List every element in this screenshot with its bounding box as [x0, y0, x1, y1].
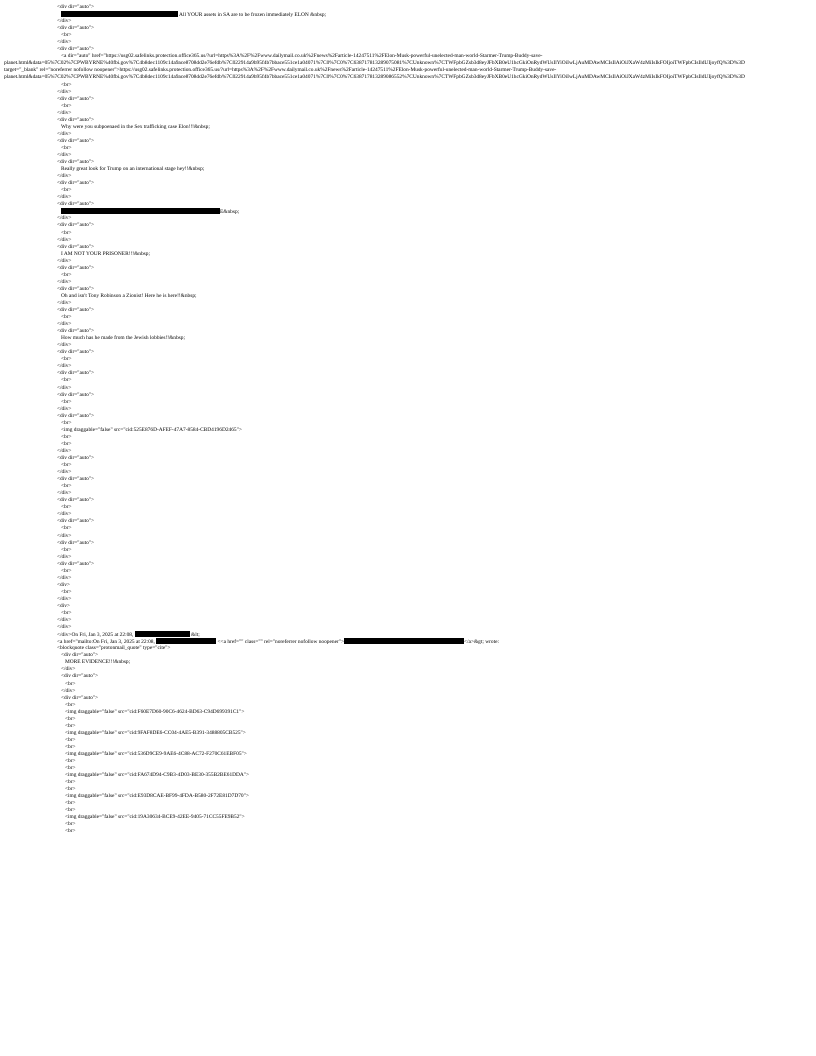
source-text: </div> [57, 469, 72, 476]
source-line [0, 335, 816, 342]
source-line [0, 166, 816, 173]
source-text: </div> [57, 278, 72, 285]
source-line [0, 716, 816, 723]
redaction-bar [135, 631, 190, 637]
source-line [0, 533, 816, 540]
source-text: <br> [65, 715, 76, 722]
source-line [0, 96, 816, 103]
source-line [0, 293, 816, 300]
source-line [0, 152, 816, 159]
source-text: <br> [65, 758, 76, 765]
source-line [0, 786, 816, 793]
source-text: E&nbsp; [220, 209, 240, 216]
source-text: </div> [61, 687, 76, 694]
source-line [0, 476, 816, 483]
source-line [0, 32, 816, 39]
source-text: <div dir="auto"> [57, 391, 95, 398]
source-text: &lt; [189, 632, 200, 639]
source-line [0, 730, 816, 737]
source-line [0, 723, 816, 730]
source-text: <br> [65, 701, 76, 708]
source-text: </div> [57, 151, 72, 158]
source-text: <br> [61, 567, 72, 574]
source-line [0, 490, 816, 497]
source-text: <div dir="auto"> [57, 539, 95, 546]
source-text: <br> [61, 144, 72, 151]
source-line [0, 547, 816, 554]
source-line [0, 455, 816, 462]
source-text: <div dir="auto"> [57, 137, 95, 144]
source-text: Oh and isn't Tony Robinson a Zionist! Here he is here!!&nbsp; [61, 292, 197, 299]
source-line [0, 624, 816, 631]
source-text: </div> [57, 532, 72, 539]
source-text: <blockquote class="protonmail_quote" type="cite"> [57, 645, 171, 652]
source-text: <div dir="auto"> [57, 4, 95, 10]
source-line [0, 828, 816, 835]
source-line [0, 469, 816, 476]
source-text: </div> [57, 109, 72, 116]
source-text: <br> [61, 433, 72, 440]
source-line [0, 772, 816, 779]
source-line [0, 666, 816, 673]
source-line [0, 702, 816, 709]
source-line [0, 603, 816, 610]
source-text: <br> [65, 779, 76, 786]
source-text: </div> [57, 236, 72, 243]
source-text: I AM NOT YOUR PRISONER!!!&nbsp; [61, 250, 150, 257]
source-text: <br> [61, 525, 72, 532]
source-line [0, 793, 816, 800]
source-text: <br> [61, 419, 72, 426]
source-text: </div> [57, 321, 72, 328]
source-line [0, 448, 816, 455]
source-text: </div> [57, 511, 72, 518]
source-text: </div> [57, 342, 72, 349]
source-text: <div dir="auto"> [57, 95, 95, 102]
source-text: </div> [57, 384, 72, 391]
source-text: <br> [61, 271, 72, 278]
source-line [0, 540, 816, 547]
source-text: <div dir="auto"> [57, 116, 95, 123]
source-line [0, 504, 816, 511]
source-text: <div dir="auto"> [57, 497, 95, 504]
source-line [0, 328, 816, 335]
source-line [0, 74, 816, 81]
source-text: <div dir="auto"> [57, 222, 95, 229]
source-text: </div> [57, 624, 72, 631]
redaction-bar [61, 208, 220, 214]
source-text: </div> [57, 405, 72, 412]
source-line [0, 138, 816, 145]
source-line [0, 814, 816, 821]
source-text: target="_blank" rel="noreferrer nofollow noopener">https://usg02.safelinks.protection.office365.us/?url=https%3A%2F%2Fwww.dailymail.co.uk%2Fnews%2Farticle-14247511%2FElon-Musk-powerful-unelected-man-world-Starmer-Trump-Buddy-save- [4, 67, 557, 74]
source-line [0, 265, 816, 272]
source-line [0, 392, 816, 399]
source-line [0, 561, 816, 568]
source-line [0, 201, 816, 208]
source-text: <div dir="auto"> [57, 455, 95, 461]
source-text: <div dir="auto"> [57, 370, 95, 377]
source-text: </div> [57, 617, 72, 624]
source-text: </div> [57, 173, 72, 180]
redaction-bar [61, 11, 178, 17]
redaction-bar [156, 638, 216, 644]
source-line [0, 173, 816, 180]
source-line [0, 67, 816, 74]
source-text: </div> [57, 88, 72, 95]
source-text: planet.html&data=05%7C02%7CPWBYRNE%40fbi.gov%7C4b8dec1109c14a9ace8708dd2e76efdb%7C022914a9b95f4b7bbace551ce1a04071%7C0%7C0%7C638717813289086552%7CUnknown%7CTWFpbGZsb3d8eyJFbXB0eU1hcGkiOnRydWUsIlYiOiIwLjAuMDAwMCIsIlAiOiJXaW4zMiIsIkFOIjoiTWFpbCIsIldUIjoyfQ%3D%3D [4, 74, 745, 81]
source-line [0, 645, 816, 652]
source-line [0, 11, 816, 18]
source-text: <br> [65, 821, 76, 828]
source-text: <br> [65, 786, 76, 793]
source-line [0, 258, 816, 265]
source-text: <img draggable="false" src="cid:536D9CE9-9AE6-4C88-AC72-F270C61EBF05"> [65, 750, 247, 757]
source-line [0, 222, 816, 229]
source-line [0, 272, 816, 279]
source-line [0, 681, 816, 688]
source-text: <br> [61, 32, 72, 39]
source-line [0, 441, 816, 448]
source-text: </div> [57, 447, 72, 454]
source-line [0, 821, 816, 828]
source-text: Really great look for Trump on an international stage hey!!&nbsp; [61, 166, 205, 173]
source-line [0, 314, 816, 321]
source-line [0, 25, 816, 32]
source-line [0, 363, 816, 370]
source-text: </div> [57, 194, 72, 201]
source-line [0, 589, 816, 596]
source-line [0, 483, 816, 490]
source-line [0, 230, 816, 237]
source-text: <div dir="auto"> [57, 518, 95, 525]
source-text: </div> [57, 215, 72, 222]
source-text: <br> [65, 828, 76, 835]
source-line [0, 554, 816, 561]
source-line [0, 131, 816, 138]
source-line [0, 737, 816, 744]
source-text: <br> [61, 102, 72, 109]
source-line [0, 349, 816, 356]
source-text: <br> [65, 765, 76, 772]
source-line [0, 117, 816, 124]
source-line [0, 399, 816, 406]
source-text: <br> [61, 504, 72, 511]
source-text: <br> [65, 736, 76, 743]
source-text: <br> [61, 187, 72, 194]
source-text: <br> [61, 462, 72, 469]
source-text: <a href="mailto:On Fri, Jan 3, 2025 at 22:08, [57, 639, 157, 646]
source-text: <br> [61, 546, 72, 553]
source-line [0, 237, 816, 244]
source-text: <br> [65, 680, 76, 687]
source-line [0, 279, 816, 286]
source-text: </div> [57, 574, 72, 581]
source-text: </div> [57, 299, 72, 306]
source-line [0, 582, 816, 589]
source-text: </div> [61, 666, 76, 673]
source-line [0, 751, 816, 758]
source-document [0, 4, 816, 836]
source-line [0, 688, 816, 695]
source-text: <div dir="auto"> [61, 652, 99, 659]
source-line [0, 525, 816, 532]
source-text: <div dir="auto"> [57, 159, 95, 166]
source-line [0, 89, 816, 96]
source-text: <div dir="auto"> [57, 243, 95, 250]
source-line [0, 39, 816, 46]
source-line [0, 568, 816, 575]
source-line [0, 413, 816, 420]
source-line [0, 180, 816, 187]
source-text: </div> [57, 257, 72, 264]
source-line [0, 215, 816, 222]
source-text: <br> [61, 610, 72, 617]
source-line [0, 462, 816, 469]
source-line [0, 596, 816, 603]
source-text: <a dir="auto" href="https://usg02.safelinks.protection.office365.us/?url=https%3A%2F%2Fwww.dailymail.co.uk%2Fnews%2Farticle-14247511%2FElon-Musk-powerful-unelected-man-world-Starmer-Trump-Buddy-save- [61, 53, 543, 60]
source-text: <div dir="auto"> [57, 25, 95, 32]
source-line [0, 511, 816, 518]
source-text: All YOUR assets in SA are to be frozen immediately ELON &nbsp; [178, 12, 327, 19]
source-text: <div dir="auto"> [57, 476, 95, 483]
source-line [0, 434, 816, 441]
source-text: <div dir="auto"> [57, 285, 95, 292]
source-line [0, 638, 816, 645]
source-text: </div> [57, 363, 72, 370]
source-text: Why were you subpoenaed in the Sex trafficking case Elon!!!&nbsp; [61, 123, 210, 130]
source-line [0, 709, 816, 716]
source-line [0, 82, 816, 89]
source-text: <br> [61, 81, 72, 88]
source-line [0, 244, 816, 251]
source-line [0, 159, 816, 166]
source-text: <div dir="auto"> [57, 264, 95, 271]
source-line [0, 377, 816, 384]
source-text: </a>&gt; wrote: [464, 639, 499, 646]
source-line [0, 4, 816, 11]
source-text: MORE EVIDENCE!!!&nbsp; [65, 659, 131, 666]
source-text: <br> [65, 722, 76, 729]
source-line [0, 342, 816, 349]
source-line [0, 518, 816, 525]
source-line [0, 124, 816, 131]
source-text: </div> [57, 553, 72, 560]
source-line [0, 659, 816, 666]
source-text: <div dir="auto"> [57, 307, 95, 314]
source-line [0, 251, 816, 258]
source-text: <div dir="auto"> [61, 694, 99, 701]
source-text: <br> [61, 398, 72, 405]
source-line [0, 610, 816, 617]
source-line [0, 110, 816, 117]
source-line [0, 695, 816, 702]
source-line [0, 385, 816, 392]
source-text: </div> [57, 595, 72, 602]
source-text: <div dir="auto"> [57, 349, 95, 356]
source-text: How much has he made from the Jewish lobbies!!&nbsp; [61, 335, 185, 342]
redaction-bar [344, 638, 464, 644]
source-text: <br> [61, 483, 72, 490]
source-text: <br> [65, 743, 76, 750]
source-line [0, 744, 816, 751]
source-text: <div dir="auto"> [61, 673, 99, 680]
source-line [0, 356, 816, 363]
source-text: <img draggable="false" src="cid:19A30634-BCE9-42EE-9405-71CC55FE9B52"> [65, 814, 245, 821]
source-text: <div dir="auto"> [57, 180, 95, 187]
source-line [0, 145, 816, 152]
source-text: <br> [61, 588, 72, 595]
source-text: </div> [57, 130, 72, 137]
source-line [0, 497, 816, 504]
source-text: <img draggable="false" src="cid:525E876D-AFEF-47A7-8584-CBD4196D2465"> [61, 426, 242, 433]
source-line [0, 208, 816, 215]
source-line [0, 673, 816, 680]
source-line [0, 758, 816, 765]
source-line [0, 194, 816, 201]
source-text: <br> [61, 356, 72, 363]
source-text: <br> [65, 807, 76, 814]
source-line [0, 300, 816, 307]
source-line [0, 406, 816, 413]
source-line [0, 103, 816, 110]
source-text: </div>On Fri, Jan 3, 2025 at 22:08, [57, 632, 135, 639]
source-line [0, 652, 816, 659]
source-text: </div> [57, 490, 72, 497]
source-text: <div> [57, 581, 70, 588]
source-text: <br> [61, 229, 72, 236]
source-text: <div dir="auto"> [57, 201, 95, 208]
source-text: <br> [61, 314, 72, 321]
source-line [0, 427, 816, 434]
source-line [0, 807, 816, 814]
source-line [0, 779, 816, 786]
source-text: <img draggable="false" src="cid:FA674D94-C9B3-4D03-BE30-355B2BE61DDA"> [65, 772, 250, 779]
source-line [0, 53, 816, 60]
source-line [0, 370, 816, 377]
source-text: <div> [57, 602, 70, 609]
source-line [0, 307, 816, 314]
source-line [0, 800, 816, 807]
source-line [0, 420, 816, 427]
source-line [0, 631, 816, 638]
source-text: <img draggable="false" src="cid:E93D8CAE-BF99-4FDA-B580-2F72E81D7D70"> [65, 793, 249, 800]
source-text: <div dir="auto"> [57, 46, 95, 53]
source-text: </div> [57, 18, 72, 25]
source-text: <div dir="auto"> [57, 328, 95, 335]
source-line [0, 765, 816, 772]
source-text: planet.html&data=05%7C02%7CPWBYRNE%40fbi.gov%7C4b8dec1109c14a9ace8708dd2e76efdb%7C022914a9b95f4b7bbace551ce1a04071%7C0%7C0%7C638717813289075081%7CUnknown%7CTWFpbGZsb3d8eyJFbXB0eU1hcGkiOnRydWUsIlYiOiIwLjAuMDAwMCIsIlAiOiJXaW4zMiIsIkFOIjoiTWFpbCIsIldUIjoyfQ%3D%3D [4, 60, 745, 67]
source-text: <img draggable="false" src="cid:F60E7D60-90C6-4624-BD63-C94D699391C1"> [65, 708, 245, 715]
source-text: <div dir="auto"> [57, 560, 95, 567]
source-line [0, 187, 816, 194]
source-text: <div dir="auto"> [57, 412, 95, 419]
source-line [0, 286, 816, 293]
source-text: <br> [61, 440, 72, 447]
source-line [0, 60, 816, 67]
source-text: <br> [65, 800, 76, 807]
source-line [0, 46, 816, 53]
source-text: <br> [61, 377, 72, 384]
source-line [0, 575, 816, 582]
source-text: <<a href="" class="" rel="noreferrer nofollow noopener"> [216, 639, 345, 646]
source-line [0, 321, 816, 328]
source-line [0, 18, 816, 25]
source-text: </div> [57, 39, 72, 46]
source-line [0, 617, 816, 624]
source-text: <img draggable="false" src="cid:9FAF8DE6-CC04-4AE5-B391-3488805CB525"> [65, 729, 246, 736]
